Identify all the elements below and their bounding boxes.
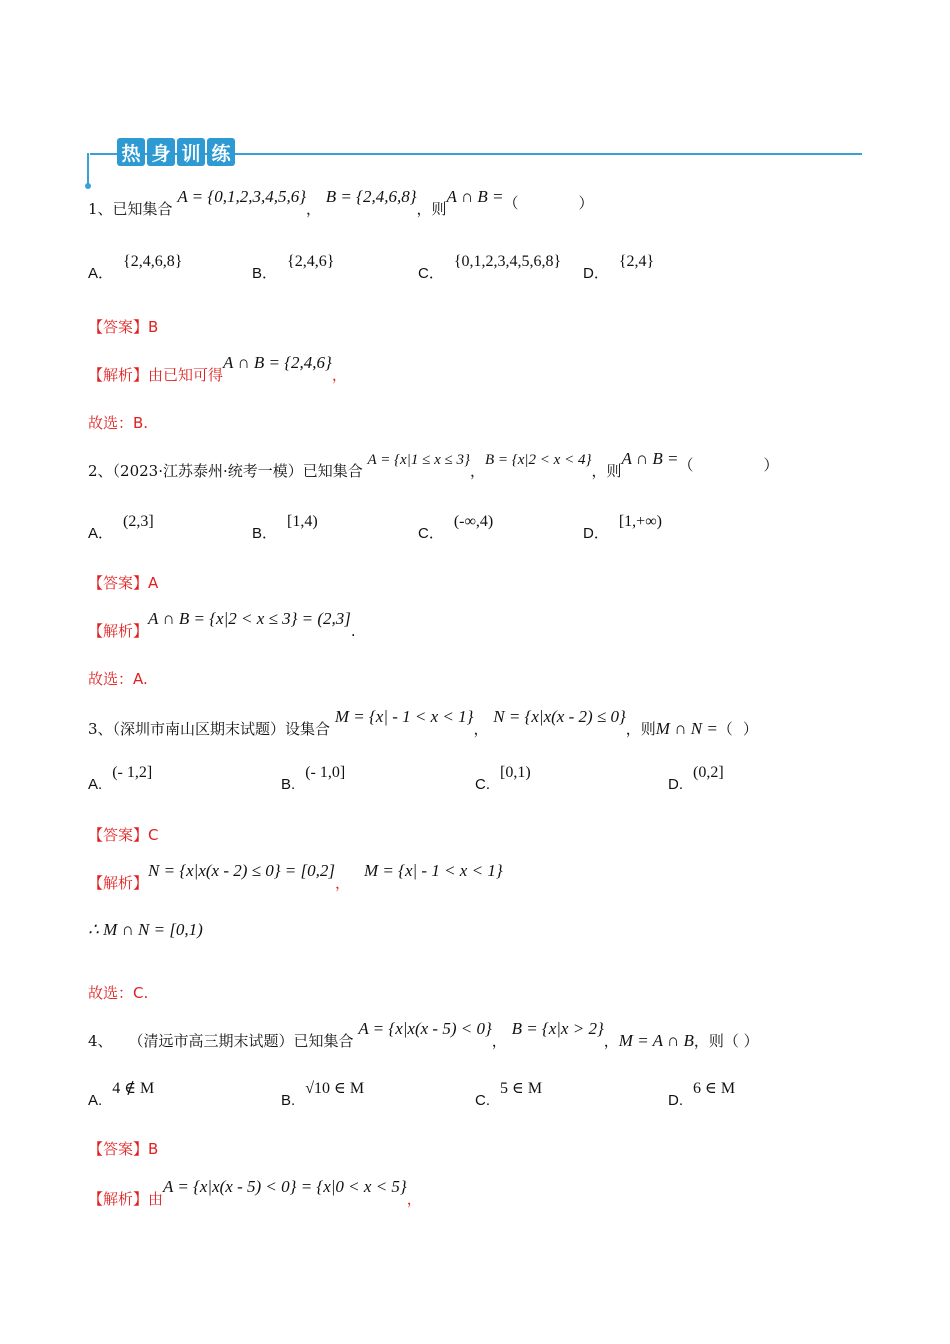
- separator: ，则: [625, 720, 656, 738]
- separator: ，: [306, 200, 322, 218]
- option-label: D．: [583, 525, 609, 542]
- answer-blank-close: ）: [742, 720, 758, 738]
- header-dot: [85, 183, 91, 189]
- analysis-math: A ∩ B = {x|2 < x ≤ 3} = (2,3]: [148, 609, 351, 628]
- analysis-text: ，: [331, 366, 347, 384]
- option-value: √10 ∈ M: [305, 1080, 365, 1097]
- analysis-1: [88, 353, 347, 385]
- option-value: {2,4,6,8}: [123, 253, 183, 270]
- analysis-tag: 【解析】: [88, 874, 149, 892]
- answer-blank-open: （: [678, 456, 694, 474]
- header-rule-vertical: [87, 153, 89, 185]
- option-value: 4 ∉ M: [112, 1080, 155, 1097]
- section-title-char: 热: [117, 138, 145, 166]
- answer-value: C: [148, 826, 159, 844]
- answer-value: B: [148, 318, 159, 336]
- option-a: [88, 513, 154, 543]
- question-3-stem: [88, 707, 758, 739]
- analysis-tag: 【解析】: [88, 1190, 149, 1208]
- option-b: [252, 253, 335, 283]
- answer-tag: 【答案】: [88, 826, 149, 844]
- analysis-text: .: [350, 622, 356, 640]
- option-value: {0,1,2,3,4,5,6,8}: [453, 253, 562, 270]
- analysis-text: 由: [148, 1190, 164, 1208]
- question-text: （清远市高三期末试题）已知集合: [128, 1032, 354, 1050]
- option-c: [475, 1080, 543, 1110]
- option-value: (0,2]: [693, 764, 724, 781]
- question-text: 已知集合: [112, 200, 173, 218]
- option-value: [1,+∞): [618, 513, 662, 530]
- set-a-math: A = {x|x(x - 5) < 0}: [358, 1019, 492, 1038]
- separator: ，则: [416, 200, 447, 218]
- answer-value: B: [148, 1140, 159, 1158]
- option-value: [0,1): [500, 764, 531, 781]
- question-2-stem: [88, 449, 779, 481]
- answer-2: [88, 572, 158, 593]
- analysis-math: M = {x| - 1 < x < 1}: [364, 861, 503, 880]
- option-label: A.: [88, 1092, 103, 1109]
- option-label: C.: [475, 1092, 490, 1109]
- analysis-math: A ∩ B = {2,4,6}: [223, 353, 332, 372]
- option-label: A．: [88, 265, 114, 282]
- analysis-text: 由已知可得: [148, 366, 224, 384]
- expr-math: M ∩ N =: [655, 719, 718, 738]
- question-text: （深圳市南山区期末试题）设集合: [112, 720, 331, 738]
- answer-blank-open: （: [717, 720, 733, 738]
- option-b: [281, 764, 346, 794]
- answer-3: [88, 824, 159, 845]
- analysis-math: A = {x|x(x - 5) < 0} = {x|0 < x < 5}: [163, 1177, 407, 1196]
- section-title: [117, 138, 235, 166]
- question-text: ，则（ ）: [693, 1032, 759, 1050]
- option-c: [418, 253, 562, 283]
- conclusion-1: 故选：B.: [88, 414, 149, 432]
- section-title-char: 练: [207, 138, 235, 166]
- option-label: B.: [281, 1092, 296, 1109]
- option-value: (- 1,0]: [305, 764, 346, 781]
- set-m-math: M = A ∩ B: [618, 1031, 694, 1050]
- option-label: C.: [475, 776, 490, 793]
- option-label: A．: [88, 525, 114, 542]
- option-label: A.: [88, 776, 103, 793]
- set-b-math: B = {2,4,6,8}: [325, 187, 417, 206]
- option-a: [88, 764, 153, 794]
- answer-blank-open: （: [503, 194, 519, 212]
- option-d: [668, 764, 724, 794]
- separator: ，: [473, 720, 489, 738]
- analysis-2: [88, 609, 356, 641]
- analysis-text: ，: [406, 1190, 422, 1208]
- option-label: D.: [668, 776, 683, 793]
- question-number: 4、: [88, 1032, 113, 1050]
- option-value: {2,4,6}: [287, 253, 335, 270]
- option-b: [252, 513, 318, 543]
- answer-blank-close: ）: [763, 456, 779, 474]
- question-1-stem: [88, 187, 594, 219]
- set-b-math: B = {x|x > 2}: [511, 1019, 604, 1038]
- question-number: 3、: [88, 720, 113, 738]
- analysis-4: [88, 1177, 422, 1209]
- option-d: [668, 1080, 736, 1110]
- option-b: [281, 1080, 365, 1110]
- option-value: (- 1,2]: [112, 764, 153, 781]
- answer-blank-close: ）: [578, 194, 594, 212]
- answer-value: A: [148, 574, 159, 592]
- analysis-3: [88, 861, 503, 893]
- set-a-math: A = {x|1 ≤ x ≤ 3}: [367, 452, 470, 468]
- option-a: [88, 253, 183, 283]
- answer-tag: 【答案】: [88, 1140, 149, 1158]
- option-label: C．: [418, 265, 444, 282]
- analysis-math: N = {x|x(x - 2) ≤ 0} = [0,2]: [148, 861, 335, 880]
- answer-tag: 【答案】: [88, 574, 149, 592]
- set-a-math: M = {x| - 1 < x < 1}: [334, 707, 474, 726]
- question-text: （2023·江苏泰州·统考一模）已知集合: [112, 462, 363, 480]
- set-a-math: A = {0,1,2,3,4,5,6}: [177, 187, 306, 206]
- set-b-math: B = {x|2 < x < 4}: [484, 452, 592, 468]
- set-b-math: N = {x|x(x - 2) ≤ 0}: [493, 707, 626, 726]
- analysis-tag: 【解析】: [88, 366, 149, 384]
- answer-tag: 【答案】: [88, 318, 149, 336]
- answer-4: [88, 1138, 158, 1159]
- analysis-text: ，: [335, 874, 351, 892]
- conclusion-3: 故选：C.: [88, 984, 149, 1002]
- option-value: [1,4): [287, 513, 318, 530]
- section-title-char: 身: [147, 138, 175, 166]
- answer-1: [88, 316, 158, 337]
- separator: ，则: [591, 462, 622, 480]
- analysis-tag: 【解析】: [88, 622, 149, 640]
- section-title-char: 训: [177, 138, 205, 166]
- option-a: [88, 1080, 155, 1110]
- option-value: {2,4}: [618, 253, 655, 270]
- question-number: 1、: [88, 200, 113, 218]
- option-value: 6 ∈ M: [693, 1080, 736, 1097]
- option-label: B.: [281, 776, 296, 793]
- option-label: B．: [252, 525, 278, 542]
- option-d: [583, 513, 662, 543]
- therefore-line: ∴ M ∩ N = [0,1): [88, 920, 203, 939]
- option-d: [583, 253, 655, 283]
- option-value: (2,3]: [123, 513, 154, 530]
- option-label: C．: [418, 525, 444, 542]
- option-value: (-∞,4): [453, 513, 494, 530]
- option-c: [418, 513, 494, 543]
- conclusion-2: 故选：A.: [88, 670, 148, 688]
- expr-math: A ∩ B =: [446, 187, 504, 206]
- separator: ，: [491, 1032, 507, 1050]
- option-label: B．: [252, 265, 278, 282]
- question-4-stem: [88, 1019, 759, 1051]
- separator: ，: [603, 1032, 619, 1050]
- separator: ，: [469, 462, 485, 480]
- question-number: 2、: [88, 462, 113, 480]
- option-c: [475, 764, 531, 794]
- option-label: D．: [583, 265, 609, 282]
- option-label: D.: [668, 1092, 683, 1109]
- expr-math: A ∩ B =: [621, 449, 679, 468]
- option-value: 5 ∈ M: [500, 1080, 543, 1097]
